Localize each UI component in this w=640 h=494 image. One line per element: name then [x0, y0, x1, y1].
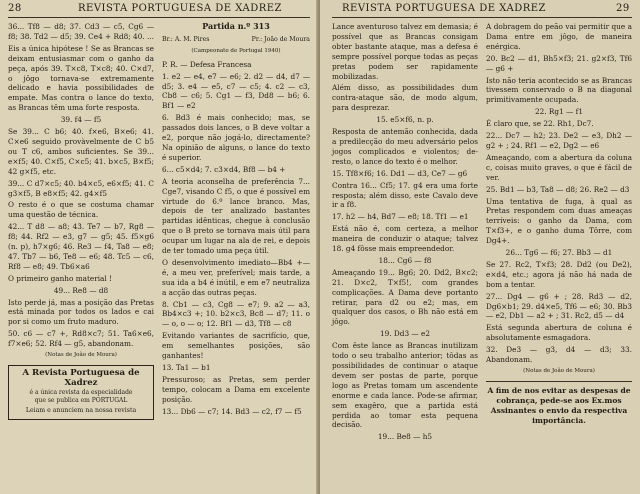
move-line: 26... Tg6 — f6; 27. Bb3 — d1	[505, 248, 613, 258]
move-line: 20. Bc2 — d1, Bh5×f3; 21. g2×f3, Tf6 — g6 +	[486, 53, 632, 73]
move-line: 22. Rg1 — f1	[534, 107, 583, 117]
header-rule	[8, 17, 310, 18]
move-line: 27... Dg4 — g6 + ; 28. Rd3 — d2, Dg6×b1; 29. d4×e5, Tf6 — e6; 30. Bb3 — e2, Db1 — a2 + ; 31. Rc2, d5 — d4	[486, 291, 632, 321]
game-text: Eis a única hipótese ! Se as Brancas se deixam entusiasmar com o ganho da peça, após 39. T×c8, T×c8; 40. C×d7, o jôgo tornava-se extremamente delicado e havia possibilidades de empate. Mas contra o lance do texto, as Brancas têm uma forte resposta.	[8, 43, 154, 113]
game-title: Partida n.º 313	[202, 21, 270, 31]
move-line: 19. Dd3 — e2	[380, 329, 430, 339]
left-page	[0, 0, 318, 494]
move-line: 13. Ta1 — b1	[162, 363, 211, 372]
players	[162, 35, 310, 45]
game-text: Ameaçando, com a abertura da coluna c, coisas muito graves, o que é fácil de ver.	[486, 152, 632, 182]
opening-name: P. R. — Defesa Francesa	[162, 59, 252, 69]
move-line: 50. c6 — c7 +, Rd8×c7; 51. Ta6×e6, f7×e6; 52. Rf4 — g5, abandonam.	[8, 329, 154, 349]
ad-title: A Revista Portuguesa de Xadrez	[22, 368, 140, 388]
move-line: 8. Cb1 — c3, Cg8 — e7; 9. a2 — a3, Bb4×c3 +; 10. b2×c3, Bc8 — d7; 11. o — o, o — o; 12. Bf1 — d3, Tf8 — c8	[162, 299, 310, 329]
game-text: 36... Tf8 — d8; 37. Cd3 — c5, Cg6 — f8; 38. Td2 — d5; 39. Ce4 + Rd8; 40. ...	[8, 22, 154, 41]
game-text: Lance aventuroso talvez em demasia; é possível que as Brancas consigam obter bastante ataque, mas a defesa é sempre possível porque todas as peças pretas podem ser rapidamente mobilizadas.	[332, 22, 478, 81]
game-text: Com êste lance as Brancas inutilizam todo o seu trabalho anterior; tôdas as possibilidades de continuar o ataque devem ser postas de parte, porque logo as Pretas tomam um ascendente enorme e cada lance. Pode-se afirmar, sem exagêro, que a partida está perdida ao tomar esta pequena decisão.	[332, 341, 478, 430]
game-text: A dobragem do peão vai permitir que a Dama entre em jôgo, de maneira enérgica.	[486, 22, 632, 51]
game-text: A teoria aconselha de preferência 7... Cge7, visando C f5, o que é possível em virtude do 6.º lance branco. Mas, depois de ter analizado bastantes partidas idênticas, chegue à conclusão que o B preto se tornava mais útil para ocupar um lugar na ala de rei, e depois de ter tomado uma peça útil.	[162, 176, 310, 256]
game-text: 6. Bd3 é mais conhecido; mas, se passados dois lances, o B deve voltar a e2, porque não jogá-lo, directamente? Na opinião de alguns, o lance do texto é superior.	[162, 113, 310, 162]
right-column-1	[332, 22, 478, 444]
running-title: REVISTA PORTUGUESA DE XADREZ	[342, 3, 546, 14]
move-line: 25. Bd1 — b3, Ta8 — d8; 26. Re2 — d3	[486, 184, 630, 194]
annotator-note: (Notas de João de Moura)	[523, 368, 595, 374]
game-text: Além disso, as possibilidades dum contra-ataque são, de modo algum, para desprezar.	[332, 83, 478, 113]
move-line: 39... C d7×c5; 40. b4×c5, e6×f5; 41. C g3×f5, B e8×f5; 42. g4×f5	[8, 178, 154, 198]
game-text: Isto perde já, mas a posição das Pretas está minada por todos os lados e cai por si como um fruto maduro.	[8, 297, 154, 327]
ad-line: é a única revista da especialidade	[29, 388, 133, 396]
move-line: 13... Db6 — c7; 14. Bd3 — c2, f7 — f5	[162, 406, 302, 416]
page-number: 29	[616, 3, 630, 14]
running-title: REVISTA PORTUGUESA DE XADREZ	[78, 3, 282, 14]
game-text: Está não é, com certeza, a melhor maneira de conduzir o ataque; talvez 18. g4 fôsse mais empreendedor.	[332, 224, 478, 254]
ad-footer: Leiam e anunciem na nossa revista	[25, 406, 137, 414]
subscription-notice: A fim de nos evitar as despesas de cobrança, pede-se aos Ex.mos Assinantes o envio da respectiva importância.	[486, 381, 632, 426]
game-text: O desenvolvimento imediato—Bb4 +— é, a meu ver, preferível; mais tarde, a sua ida a b4 é inútil, e em e7 neutraliza a acção das outras peças.	[162, 257, 310, 297]
move-line: 15. e5×f6, n. p.	[376, 115, 434, 125]
move-line: 22... Dc7 — h2; 23. De2 — e3, Dh2 — g2 + ; 24. Rf1 — e2, Dg2 — e6	[486, 131, 632, 150]
right-column-2	[486, 22, 632, 426]
move-line: 17. h2 — h4, Bd7 — e8; 18. Tf1 — e1	[332, 212, 469, 222]
game-text: Pressuroso; as Pretas, sem perder tempo, colocam a Dama em excelente posição.	[162, 374, 310, 404]
game-text: Resposta de antemão conhecida, dada a predilecção do meu adversário pelos jogos complicados e violentos; de-resto, o lance do texto é o melhor.	[332, 127, 478, 166]
header-rule	[332, 17, 632, 18]
right-page	[320, 0, 640, 494]
game-text: Se 27. Rc2, T×f3; 28. Dd2 (ou De2), e×d4, etc.; agora já não há nada de bom a tentar.	[486, 259, 632, 289]
annotator-note: (Notas de João de Moura)	[45, 352, 117, 359]
ad-line: que se publica em PORTUGAL	[34, 396, 128, 404]
move-line: 39. f4 — f5	[60, 115, 102, 125]
white-player: Br.: A. M. Pires	[162, 35, 210, 43]
game-text: O primeiro ganho material !	[8, 273, 112, 283]
move-line: 15. Tf8×f6; 16. Dd1 — d3, Ce7 — g6	[332, 168, 468, 178]
page-number: 28	[8, 3, 22, 14]
game-text: Uma tentativa de fuga, à qual as Pretas respondem com duas ameaças terríveis: o ganho da Dama, com T×f3+, e o ganho duma Tôrre, com Dg4+.	[486, 196, 632, 246]
black-player: Pr.: João de Moura	[251, 35, 310, 43]
left-column-1	[8, 22, 154, 420]
move-line: 49... Re8 — d8	[53, 285, 109, 295]
game-text: Evitando variantes de sacrifício, que, em semelhantes posições, são ganhantes!	[162, 331, 310, 361]
game-text: É claro que, se 22. Rh1, Dc7.	[486, 119, 594, 129]
game-text: Está segunda abertura de coluna é absolutamente esmagadora.	[486, 323, 632, 343]
left-column-2	[162, 22, 310, 419]
move-line: 18... Cg6 — f8	[378, 255, 432, 265]
move-line: 32. De3 — g3, d4 — d3; 33. Abandonam.	[486, 345, 632, 365]
move-line: 42... T d8 — a8; 43. Te7 — b7, Rg8 — f8; 44. Rf2 — e3, g7 — g5; 45. f5×g6 (n. p), h7×g6; 46. Re3 — f4, Ta8 — e8; 47. Tb7 — b6, Te8 — e6; 48. Tc5 — c6, Rf8 — e8; 49. Tb6×a6	[8, 222, 154, 271]
event-note: (Campeonato de Portugal 1940)	[191, 47, 281, 54]
game-text: O resto é o que se costuma chamar uma questão de técnica.	[8, 200, 154, 220]
move-line: 6... c5×d4; 7. c3×d4, Bf8 — b4 +	[162, 164, 286, 174]
game-text: Contra 16... Cf5; 17. g4 era uma forte resposta; além disso, este Cavalo deve ir a f8.	[332, 180, 478, 210]
move-line: 19... Be8 — h5	[377, 432, 433, 442]
game-text: Isto não teria acontecido se as Brancas tivessem conservado o B na diagonal primitivamente ocupada.	[486, 75, 632, 105]
game-text: Ameaçando 19... Bg6; 20. Dd2, B×c2; 21. D×c2, T×f5!, com grandes complicações. A Dama deve portanto retirar, para d2 ou e2; mas, em qualquer dos casos, o Bh não está em jôgo.	[332, 267, 478, 327]
move-line: 1. e2 — e4, e7 — e6; 2. d2 — d4, d7 — d5; 3. e4 — e5, c7 — c5; 4. c2 — c3, Cb8 — c6; 5. Cg1 — f3, Dd8 — b6; 6. Bf1 — e2	[162, 71, 310, 111]
game-text: Se 39... C b6; 40. f×e6, B×e6; 41. C×e6 seguido provàvelmente de C b5 ou T c6, ambos suficientes. Se 39... e×f5; 40. C×f5, C×c5; 41. b×c5, B×f5; 42 g×f5, etc.	[8, 127, 154, 176]
advertisement-box	[8, 365, 154, 420]
